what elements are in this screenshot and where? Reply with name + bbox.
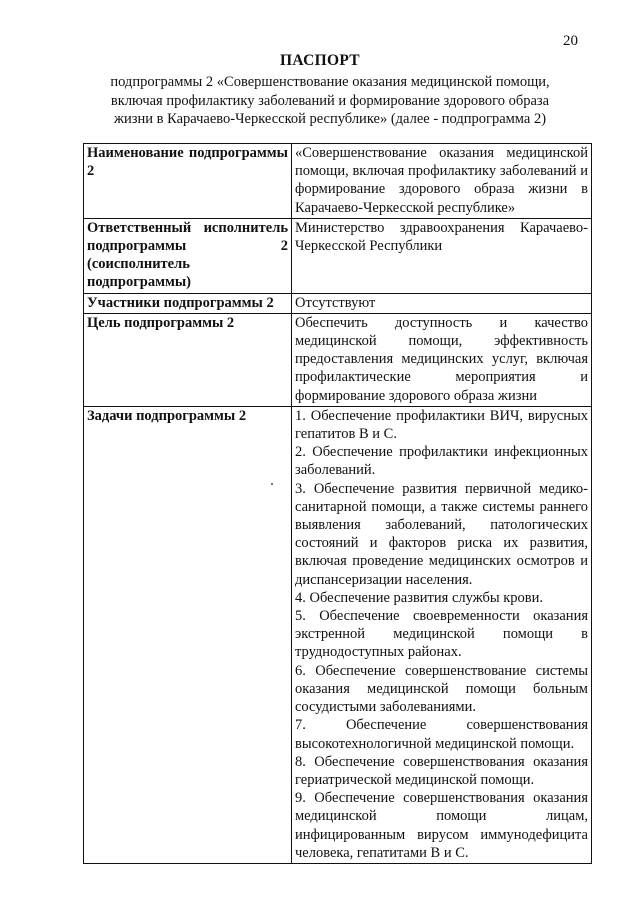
task-item: 2. Обеспечение профилактики инфекционных заболеваний. — [295, 444, 588, 479]
row-value-executor: Министерство здравоохранения Карачаево-Черкесской Республики — [292, 218, 592, 293]
document-subtitle: подпрограммы 2 «Совершенствование оказания медицинской помощи, включая профилактику заболеваний и формирование здорового образа жизни в Карачаево-Черкесской республике» (далее - подпрограмма 2) — [110, 74, 550, 127]
task-item: 1. Обеспечение профилактики ВИЧ, вирусных гепатитов В и С. — [295, 407, 588, 443]
table-row — [84, 218, 592, 293]
table-row — [84, 293, 592, 313]
table-row — [84, 313, 592, 406]
row-label-participants: Участники подпрограммы 2 — [84, 293, 292, 313]
task-item: 9. Обеспечение совершенствования оказания медицинской помощи лицам, инфицированным вирусом иммунодефицита человека, гепатитами В и С. — [295, 790, 588, 861]
table-row — [84, 144, 592, 219]
row-value-tasks — [292, 406, 592, 863]
page-number: 20 — [563, 33, 578, 49]
row-value-name: «Совершенствование оказания медицинской помощи, включая профилактику заболеваний и формирование здорового образа жизни в Карачаево-Черкесской республике» — [292, 144, 592, 219]
scan-speck — [271, 483, 273, 485]
document-title: ПАСПОРТ — [280, 52, 360, 69]
task-item: 7. Обеспечение совершенствования высокотехнологичной медицинской помощи. — [295, 717, 588, 752]
task-item: 5. Обеспечение своевременности оказания экстренной медицинской помощи в труднодоступных районах. — [295, 608, 588, 661]
table-row — [84, 406, 592, 863]
task-item: 4. Обеспечение развития службы крови. — [295, 589, 544, 606]
row-value-participants: Отсутствуют — [292, 293, 592, 313]
row-label-name: Наименование подпрограммы 2 — [84, 144, 292, 219]
passport-table — [83, 143, 592, 864]
row-value-goal: Обеспечить доступность и качество медицинской помощи, эффективность предоставления медицинских услуг, включая профилактические мероприятия и формирование здорового образа жизни — [292, 313, 592, 406]
task-item: 6. Обеспечение совершенствование системы оказания медицинской помощи больным сосудистыми заболеваниями. — [295, 662, 588, 716]
row-label-executor: Ответственный исполнитель подпрограммы 2 (соисполнитель подпрограммы) — [84, 218, 292, 293]
row-label-tasks: Задачи подпрограммы 2 — [84, 406, 292, 863]
task-item: 8. Обеспечение совершенствования оказания гериатрической медицинской помощи. — [295, 753, 588, 788]
row-label-goal: Цель подпрограммы 2 — [84, 313, 292, 406]
task-item: 3. Обеспечение развития первичной медико-санитарной помощи, а также системы раннего выявления заболеваний, патологических состояний и факторов риска их развития, включая проведение медицинских осмотров и диспансеризации населения. — [295, 480, 588, 588]
